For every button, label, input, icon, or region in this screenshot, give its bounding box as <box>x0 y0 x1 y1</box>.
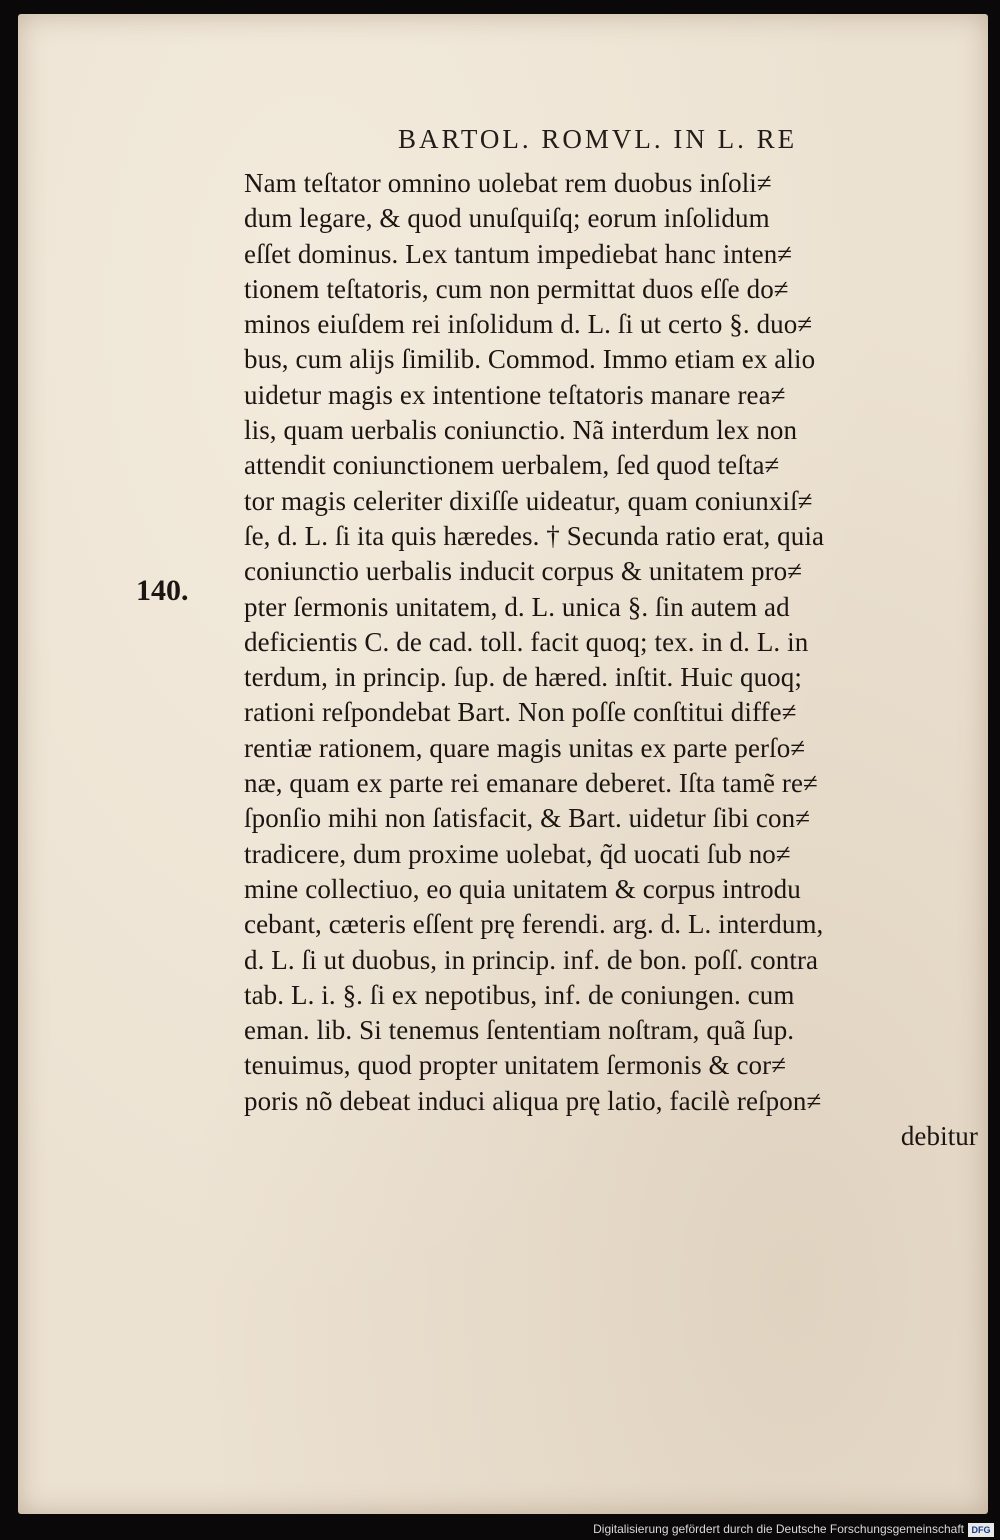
text-line: mine collectiuo, eo quia unitatem & corpus introdu <box>244 873 801 904</box>
text-line: eman. lib. Si tenemus ſententiam noſtram, quã ſup. <box>244 1015 795 1046</box>
text-line: tradicere, dum proxime uolebat, q̃d uocati ſub no≠ <box>244 838 791 869</box>
text-line: Nam teſtator omnino uolebat rem duobus inſoli≠ <box>244 168 772 198</box>
text-line: poris nõ debeat induci aliqua prę latio, facilè reſpon≠ <box>244 1085 822 1116</box>
dfg-logo-icon: DFG <box>968 1523 994 1537</box>
text-line: minos eiuſdem rei inſolidum d. L. ſi ut certo §. duo≠ <box>244 309 813 340</box>
text-line: terdum, in princip. ſup. de hæred. inſtit. Huic quoq; <box>244 662 802 693</box>
text-line: eſſet dominus. Lex tantum impediebat hanc inten≠ <box>244 238 793 269</box>
text-line: rentiæ rationem, quare magis unitas ex parte perſo≠ <box>244 732 806 763</box>
text-line: ſe, d. L. ſi ita quis hæredes. † Secunda ratio erat, quia <box>244 520 825 551</box>
text-line: rationi reſpondebat Bart. Non poſſe conſtitui diffe≠ <box>244 697 797 728</box>
digitization-credit: Digitalisierung gefördert durch die Deutsche Forschungsgemeinschaft <box>593 1522 964 1536</box>
text-block <box>244 166 984 1154</box>
text-line: tab. L. i. §. ſi ex nepotibus, inf. de coniungen. cum <box>244 979 795 1010</box>
text-line: dum legare, & quod unuſquiſq; eorum inſolidum <box>244 203 770 234</box>
text-line: attendit coniunctionem uerbalem, ſed quod teſta≠ <box>244 450 780 481</box>
text-line: bus, cum alijs ſimilib. Commod. Immo etiam ex alio <box>244 344 816 375</box>
margin-note: 140. <box>136 574 189 607</box>
running-head: BARTOL. ROMVL. IN L. RE <box>398 124 798 154</box>
text-line: uidetur magis ex intentione teſtatoris manare rea≠ <box>244 379 786 410</box>
text-line: tor magis celeriter dixiſſe uideatur, quam coniunxiſ≠ <box>244 485 813 516</box>
text-line: deficientis C. de cad. toll. facit quoq; tex. in d. L. in <box>244 626 809 657</box>
text-line: tenuimus, quod propter unitatem ſermonis & cor≠ <box>244 1050 787 1081</box>
text-line: tionem teſtatoris, cum non permittat duos eſſe do≠ <box>244 273 789 304</box>
text-line: ſponſio mihi non ſatisfacit, & Bart. uidetur ſibi con≠ <box>244 803 811 834</box>
text-line: lis, quam uerbalis coniunctio. Nã interdum lex non <box>244 415 798 446</box>
text-line: cebant, cæteris eſſent prę ferendi. arg. d. L. interdum, <box>244 909 824 940</box>
catchword: debitur <box>900 1121 978 1152</box>
text-line: næ, quam ex parte rei emanare deberet. Iſta tamẽ re≠ <box>244 768 818 799</box>
text-line: pter ſermonis unitatem, d. L. unica §. ſin autem ad <box>244 591 790 622</box>
book-page <box>18 14 988 1514</box>
text-line: coniunctio uerbalis inducit corpus & unitatem pro≠ <box>244 556 803 587</box>
text-line: d. L. ſi ut duobus, in princip. inf. de bon. poſſ. contra <box>244 944 819 975</box>
